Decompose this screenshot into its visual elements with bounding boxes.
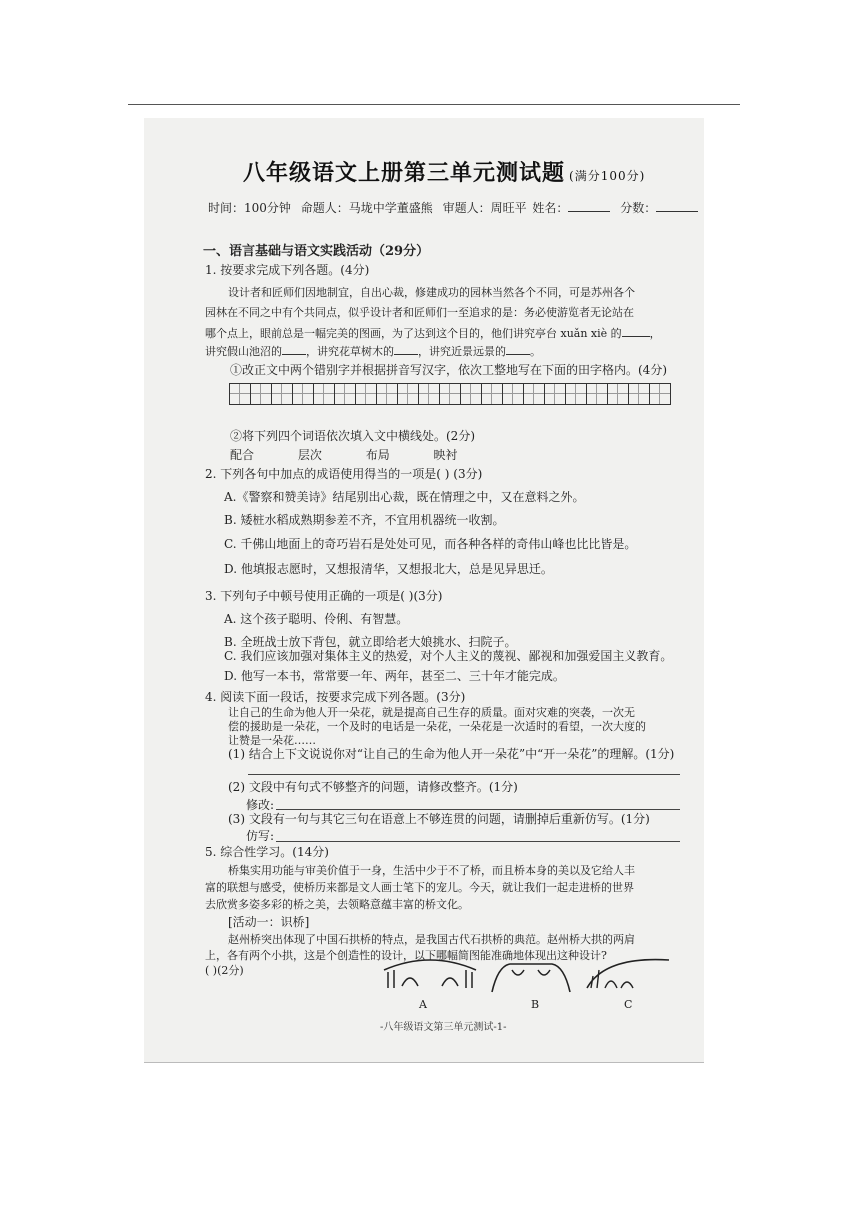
tianzige-cell[interactable] [628,383,650,405]
score-blank[interactable] [656,200,698,212]
q2-option-d[interactable]: D. 他填报志愿时，又想报清华，又想报北大，总是见异思迁。 [224,562,553,576]
q2-stem: 2. 下列各句中加点的成语使用得当的一项是( ) (3分) [205,467,483,481]
q1-stem: 1. 按要求完成下列各题。(4分) [205,263,370,277]
tianzige-cell[interactable] [481,383,503,405]
top-rule [128,104,740,105]
q1-passage-line: 哪个点上，眼前总是一幅完美的图画，为了达到这个目的，他们讲究亭台 xuǎn xiè 的 ， [205,327,661,340]
diagram-label-c: C [624,998,633,1011]
q1-passage-line: 设计者和匠师们因地制宜，自出心裁，修建成功的园林当然各个不同，可是苏州各个 [228,286,635,299]
tianzige-cell[interactable] [229,383,251,405]
word-item: 映衬 [433,448,458,462]
blank[interactable] [394,343,418,355]
meta-score-label: 分数： [620,201,657,215]
tianzige-cell[interactable] [250,383,272,405]
q3-option-d[interactable]: D. 他写一本书，常常要一年、两年，甚至二、三十年才能完成。 [224,669,565,683]
score-note: (满分100分) [569,169,646,183]
blank[interactable] [622,325,650,337]
blank[interactable] [506,343,530,355]
diagram-label-a: A [419,998,427,1011]
meta-reviewer: 审题人：周旺平 [442,201,527,215]
blank[interactable] [282,343,306,355]
tianzige-cell[interactable] [313,383,335,405]
meta-name-label: 姓名： [532,201,569,215]
q2-option-a[interactable]: A.《警察和赞美诗》结尾别出心裁，既在情理之中，又在意料之外。 [224,490,585,504]
q5-stem: 5. 综合性学习。(14分) [205,845,329,859]
q5-passage-line: 去欣赏多姿多彩的桥之美，去领略意蕴丰富的桥文化。 [205,898,469,911]
q5-passage-line: 富的联想与感受，使桥历来都是文人画士笔下的宠儿。今天，就让我们一起走进桥的世界 [205,881,634,894]
q4-passage-line: 让赞是一朵花…… [228,734,316,747]
q5-activity-title: [活动一：识桥] [228,915,310,929]
q1-passage-line: 园林在不同之中有个共同点，似乎设计者和匠师们一至追求的是：务必使游览者无论站在 [205,306,634,319]
q2-option-b[interactable]: B. 矮桩水稻成熟期参差不齐，不宜用机器统一收割。 [224,513,505,527]
tianzige-cell[interactable] [607,383,629,405]
q5-activity-line: 赵州桥突出体现了中国石拱桥的特点，是我国古代石拱桥的典范。赵州桥大拱的两肩 [228,933,635,946]
tianzige-cell[interactable] [439,383,461,405]
q3-option-a[interactable]: A. 这个孩子聪明、伶俐、有智慧。 [224,612,409,626]
q4-stem: 4. 阅读下面一段话，按要求完成下列各题。(3分) [205,690,466,704]
tianzige-cell[interactable] [292,383,314,405]
exam-title: 八年级语文上册第三单元测试题 (满分100分) [243,160,646,186]
tianzige-cell[interactable] [586,383,608,405]
q1-passage-line: 讲究假山池沼的 ，讲究花草树木的 ，讲究近景远景的 。 [205,345,541,358]
q3-stem: 3. 下列句子中顿号使用正确的一项是( )(3分) [205,589,443,603]
bridge-diagram-b[interactable] [488,958,574,996]
q4-sub3: (3) 文段有一句与其它三句在语意上不够连贯的问题，请删掉后重新仿写。(1分) [228,812,650,826]
page-footer: -八年级语文第三单元测试-1- [380,1022,507,1033]
bridge-diagram-a[interactable] [380,956,480,996]
bridge-diagram-c[interactable] [585,954,671,994]
q4-passage-line: 偿的援助是一朵花，一个及时的电话是一朵花，一朵花是一次适时的看望，一次大度的 [228,720,646,733]
q4-sub3-label: 仿写: [246,829,275,843]
answer-line[interactable] [276,841,680,842]
q2-option-c[interactable]: C. 千佛山地面上的奇巧岩石是处处可见，而各种各样的奇伟山峰也比比皆是。 [224,537,637,551]
q1-sub2: ②将下列四个词语依次填入文中横线处。(2分) [230,429,475,443]
q4-sub1: (1) 结合上下文说说你对“让自己的生命为他人开一朵花”中“开一朵花”的理解。(1分) [228,747,675,761]
q4-sub2-label: 修改: [246,798,275,812]
q3-option-c[interactable]: C. 我们应该加强对集体主义的热爱，对个人主义的蔑视、鄙视和加强爱国主义教育。 [224,649,673,663]
word-item: 布局 [365,448,390,462]
tianzige-cell[interactable] [502,383,524,405]
name-blank[interactable] [568,200,610,212]
tianzige-cell[interactable] [334,383,356,405]
word-item: 配合 [230,448,255,462]
q4-sub2: (2) 文段中有句式不够整齐的问题，请修改整齐。(1分) [228,780,518,794]
diagram-label-b: B [531,998,540,1011]
word-list [230,447,458,463]
word-item: 层次 [297,448,322,462]
q3-option-b[interactable]: B. 全班战士放下背包，就立即给老大娘挑水、扫院子。 [224,635,517,649]
q5-answer-paren[interactable]: ( )(2分) [205,964,244,977]
q5-activity-line: 上，各有两个小拱，这是个创造性的设计，以下哪幅简图能准确地体现出这种设计? [205,949,607,962]
tianzige-cell[interactable] [544,383,566,405]
tianzige-cell[interactable] [418,383,440,405]
tianzige-cell[interactable] [460,383,482,405]
tianzige-cell[interactable] [565,383,587,405]
answer-line[interactable] [276,809,680,810]
tianzige-cell[interactable] [355,383,377,405]
meta-author: 命题人：马垅中学董盛熊 [300,201,433,215]
q4-passage-line: 让自己的生命为他人开一朵花，就是提高自己生存的质量。面对灾难的突袭，一次无 [228,706,635,719]
meta-time: 时间：100分钟 [208,201,291,215]
tianzige-cell[interactable] [271,383,293,405]
section-heading: 一、语言基础与语文实践活动（29分） [203,244,430,259]
tianzige-cell[interactable] [397,383,419,405]
answer-line[interactable] [248,774,680,775]
tianzige-cell[interactable] [649,383,671,405]
tianzige-cell[interactable] [523,383,545,405]
exam-meta [208,200,698,216]
tianzige-cell[interactable] [376,383,398,405]
q1-sub1: ①改正文中两个错别字并根据拼音写汉字，依次工整地写在下面的田字格内。(4分) [230,363,668,377]
tianzige-grid[interactable] [230,383,671,405]
q5-passage-line: 桥集实用功能与审美价值于一身，生活中少于不了桥，而且桥本身的美以及它给人丰 [228,864,635,877]
